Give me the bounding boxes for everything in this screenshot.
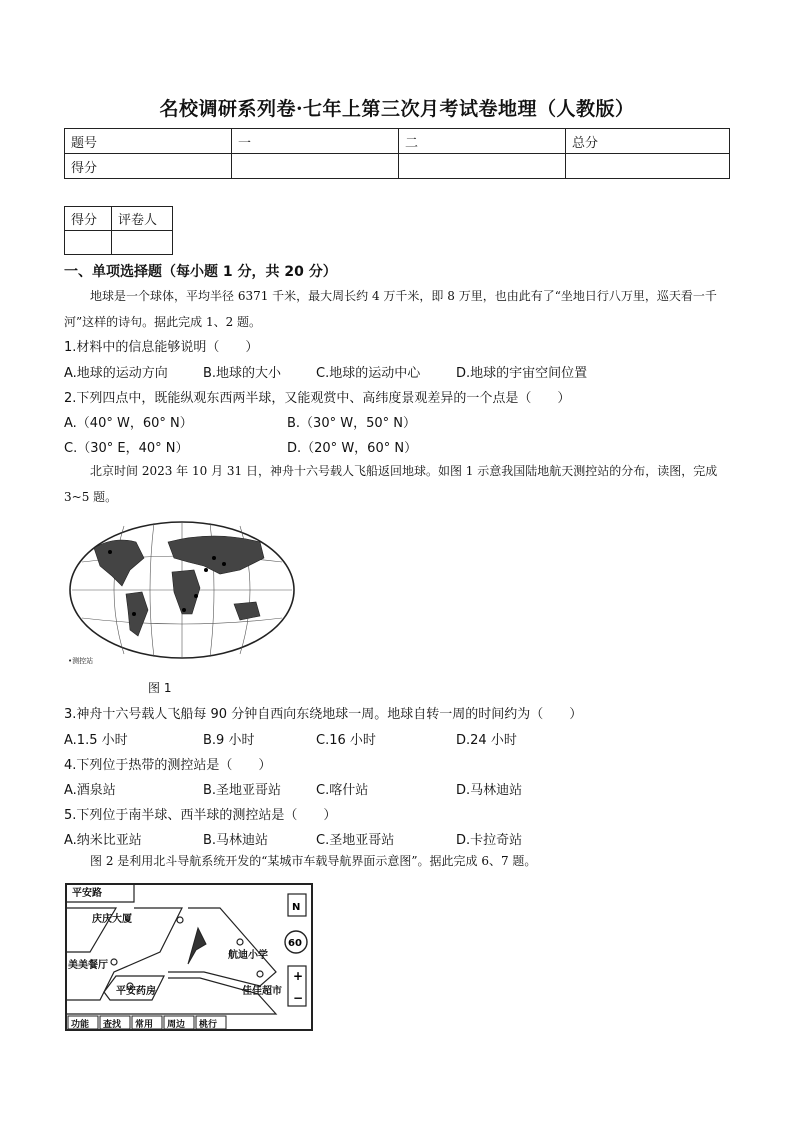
table-cell: 题号 — [65, 129, 232, 154]
speed-label: 60 — [288, 938, 302, 949]
q4-option-a: A.酒泉站 — [64, 783, 116, 798]
q5-option-a: A.纳米比亚站 — [64, 833, 142, 848]
q5-option-d: D.卡拉奇站 — [456, 833, 523, 848]
road-label: 平安路 — [72, 888, 102, 899]
nav-button-function[interactable]: 功能 — [71, 1020, 90, 1030]
restaurant-label: 美美餐厅 — [68, 960, 108, 971]
building-label: 庆庆大厦 — [92, 914, 132, 925]
table-cell: 得分 — [65, 154, 232, 179]
q3-option-a: A.1.5 小时 — [64, 733, 128, 748]
question-1-stem: 1.材料中的信息能够说明（ ） — [64, 340, 259, 355]
market-label: 佳佳超市 — [242, 986, 282, 997]
nav-button-route[interactable]: 桃行 — [199, 1020, 218, 1030]
q5-option-b: B.马林迪站 — [203, 833, 269, 848]
q3-option-b: B.9 小时 — [203, 733, 255, 748]
q2-option-d: D.（20° W，60° N） — [287, 441, 418, 456]
q2-option-b: B.（30° W，50° N） — [287, 416, 416, 431]
question-3-stem: 3.神舟十六号载人飞船每 90 分钟自西向东绕地球一周。地球自转一周的时间约为（ ） — [64, 707, 583, 722]
q2-option-a: A.（40° W，60° N） — [64, 416, 193, 431]
q3-option-c: C.16 小时 — [316, 733, 376, 748]
table-cell: 一 — [232, 129, 399, 154]
table-cell: 得分 — [65, 207, 112, 231]
nav-button-nearby[interactable]: 周边 — [167, 1020, 186, 1030]
north-label: N — [292, 902, 301, 913]
navigation-map-figure — [64, 882, 316, 1034]
zoom-in-icon[interactable]: + — [293, 969, 304, 983]
table-cell — [399, 154, 566, 179]
q1-option-a: A.地球的运动方向 — [64, 366, 168, 381]
map-legend-label: •测控站 — [68, 657, 94, 665]
q5-option-c: C.圣地亚哥站 — [316, 833, 395, 848]
table-cell: 二 — [399, 129, 566, 154]
score-table — [64, 128, 730, 179]
pharmacy-label: 平安药房 — [116, 986, 156, 997]
q2-option-c: C.（30° E，40° N） — [64, 441, 189, 456]
q1-option-b: B.地球的大小 — [203, 366, 282, 381]
q4-option-b: B.圣地亚哥站 — [203, 783, 282, 798]
table-cell: 评卷人 — [112, 207, 173, 231]
figure-1-caption: 图 1 — [148, 681, 172, 695]
passage-3: 图 2 是利用北斗导航系统开发的“某城市车载导航界面示意图”。据此完成 6、7 题。 — [90, 854, 537, 868]
school-label: 航迪小学 — [228, 950, 268, 961]
table-cell — [112, 231, 173, 255]
q1-option-d: D.地球的宇宙空间位置 — [456, 366, 588, 381]
world-map-figure — [64, 514, 300, 666]
nav-button-search[interactable]: 查找 — [103, 1020, 122, 1030]
nav-button-common[interactable]: 常用 — [135, 1020, 154, 1030]
question-4-stem: 4.下列位于热带的测控站是（ ） — [64, 758, 272, 773]
zoom-out-icon[interactable]: − — [293, 991, 304, 1005]
table-cell — [232, 154, 399, 179]
page-title: 名校调研系列卷·七年上第三次月考试卷地理（人教版） — [159, 98, 635, 120]
q4-option-c: C.喀什站 — [316, 783, 369, 798]
question-2-stem: 2.下列四点中，既能纵观东西两半球，又能观赏中、高纬度景观差异的一个点是（ ） — [64, 391, 571, 406]
question-5-stem: 5.下列位于南半球、西半球的测控站是（ ） — [64, 808, 337, 823]
passage-1: 地球是一个球体，平均半径 6371 千米，最大周长约 4 万千米，即 8 万里，也由此有了“坐地日行八万里，巡天看一千河”这样的诗句。据此完成 1、2 题。 — [64, 289, 717, 329]
grader-table — [64, 206, 173, 255]
q4-option-d: D.马林迪站 — [456, 783, 523, 798]
q1-option-c: C.地球的运动中心 — [316, 366, 421, 381]
q3-option-d: D.24 小时 — [456, 733, 517, 748]
passage-2: 北京时间 2023 年 10 月 31 日，神舟十六号载人飞船返回地球。如图 1 示意我国陆地航天测控站的分布，读图，完成 3~5 题。 — [64, 464, 718, 504]
section-heading: 一、单项选择题（每小题 1 分，共 20 分） — [64, 264, 337, 280]
table-cell: 总分 — [566, 129, 730, 154]
table-cell — [65, 231, 112, 255]
table-cell — [566, 154, 730, 179]
